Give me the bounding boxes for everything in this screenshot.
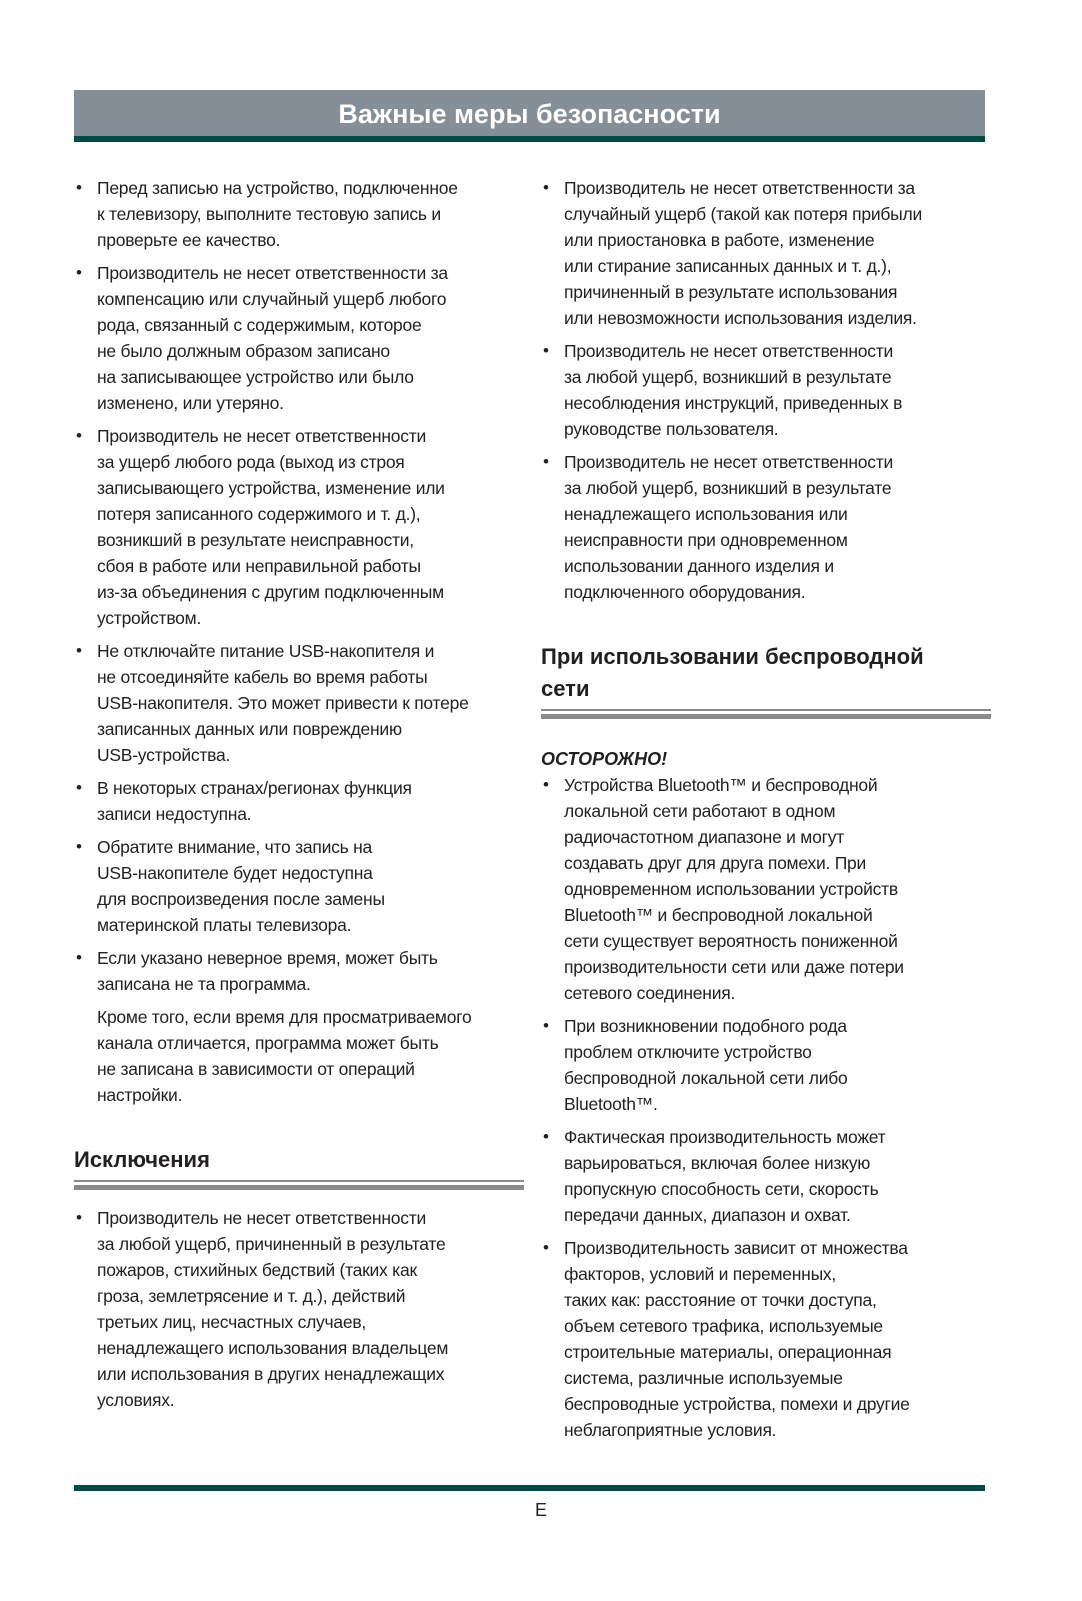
- text-line: записана не та программа.: [97, 974, 311, 994]
- text-line: Производитель не несет ответственности: [564, 341, 894, 361]
- text-line: Производитель не несет ответственности: [564, 452, 894, 472]
- text-line: одновременном использовании устройств: [564, 879, 898, 899]
- bullet-icon: •: [76, 837, 82, 856]
- text-line: система, различные используемые: [564, 1368, 843, 1388]
- page-title: Важные меры безопасности: [338, 99, 721, 129]
- bullet-icon: •: [76, 178, 82, 197]
- text-line: Производитель не несет ответственности: [97, 1208, 427, 1228]
- wireless-list: [541, 772, 991, 1443]
- text-line: сети существует вероятность пониженной: [564, 931, 898, 951]
- bullet-icon: •: [76, 778, 82, 797]
- text-line: радиочастотном диапазоне и могут: [564, 827, 844, 847]
- text-line: случайный ущерб (такой как потеря прибыли: [564, 204, 922, 224]
- text-line: сбоя в работе или неправильной работы: [97, 556, 421, 576]
- text-line: сетевого соединения.: [564, 983, 736, 1003]
- text-line: к телевизору, выполните тестовую запись и: [97, 204, 441, 224]
- note-paragraph: [74, 1004, 524, 1108]
- bullet-icon: •: [543, 452, 549, 471]
- list-item: [541, 175, 991, 331]
- text-line: условиях.: [97, 1390, 175, 1410]
- list-item: [541, 772, 991, 1006]
- text-line: создавать друг для друга помехи. При: [564, 853, 867, 873]
- text-line: Обратите внимание, что запись на: [97, 837, 372, 857]
- text-line: строительные материалы, операционная: [564, 1342, 892, 1362]
- section-divider: [541, 709, 991, 720]
- text-line: варьироваться, включая более низкую: [564, 1153, 871, 1173]
- text-line: Производитель не несет ответственности за: [564, 178, 915, 198]
- text-line: канала отличается, программа может быть: [97, 1033, 439, 1053]
- text-line: для воспроизведения после замены: [97, 889, 385, 909]
- list-item: [74, 1205, 524, 1413]
- text-line: записанных данных или повреждению: [97, 719, 402, 739]
- text-line: Производитель не несет ответственности: [97, 426, 427, 446]
- text-line: за любой ущерб, причиненный в результате: [97, 1234, 446, 1254]
- text-line: за любой ущерб, возникший в результате: [564, 478, 892, 498]
- text-line: неблагоприятные условия.: [564, 1420, 777, 1440]
- right-column: [541, 175, 991, 1450]
- list-item: [74, 775, 524, 827]
- text-line: или невозможности использования изделия.: [564, 308, 917, 328]
- bullet-icon: •: [543, 1127, 549, 1146]
- text-line: производительности сети или даже потери: [564, 957, 904, 977]
- text-line: В некоторых странах/регионах функция: [97, 778, 412, 798]
- text-line: третьих лиц, несчастных случаев,: [97, 1312, 367, 1332]
- text-line: USB-накопителя. Это может привести к потере: [97, 693, 469, 713]
- bullet-icon: •: [543, 178, 549, 197]
- text-line: факторов, условий и переменных,: [564, 1264, 837, 1284]
- text-line: возникший в результате неисправности,: [97, 530, 414, 550]
- bullet-icon: •: [76, 948, 82, 967]
- page-number: E: [534, 1500, 547, 1520]
- left-column: [74, 175, 524, 1420]
- text-line: или приостановка в работе, изменение: [564, 230, 875, 250]
- heading-line: сети: [541, 676, 590, 701]
- text-line: материнской платы телевизора.: [97, 915, 352, 935]
- text-line: подключенного оборудования.: [564, 582, 806, 602]
- footer-rule: [74, 1485, 985, 1491]
- bullet-icon: •: [543, 1016, 549, 1035]
- text-line: Не отключайте питание USB-накопителя и: [97, 641, 435, 661]
- text-line: не отсоединяйте кабель во время работы: [97, 667, 428, 687]
- list-item: [74, 260, 524, 416]
- text-line: USB-накопителе будет недоступна: [97, 863, 373, 883]
- text-line: Производительность зависит от множества: [564, 1238, 908, 1258]
- exclusions-section: [74, 1144, 524, 1413]
- text-line: использовании данного изделия и: [564, 556, 834, 576]
- text-line: на записывающее устройство или было: [97, 367, 414, 387]
- text-line: локальной сети работают в одном: [564, 801, 836, 821]
- text-line: записывающего устройства, изменение или: [97, 478, 445, 498]
- list-item: [541, 338, 991, 442]
- text-line: руководстве пользователя.: [564, 419, 779, 439]
- text-line: за любой ущерб, возникший в результате: [564, 367, 892, 387]
- caution-label: ОСТОРОЖНО!: [541, 749, 668, 769]
- text-line: проблем отключите устройство: [564, 1042, 812, 1062]
- bullet-icon: •: [543, 775, 549, 794]
- text-line: ненадлежащего использования или: [564, 504, 848, 524]
- list-item: [74, 638, 524, 768]
- list-item: [541, 449, 991, 605]
- text-line: Кроме того, если время для просматриваемого: [97, 1007, 472, 1027]
- list-item: [74, 175, 524, 253]
- text-line: гроза, землетрясение и т. д.), действий: [97, 1286, 406, 1306]
- text-line: рода, связанный с содержимым, которое: [97, 315, 422, 335]
- section-heading-exclusions: Исключения: [74, 1147, 210, 1172]
- text-line: Производитель не несет ответственности за: [97, 263, 448, 283]
- text-line: из-за объединения с другим подключенным: [97, 582, 444, 602]
- text-line: не было должным образом записано: [97, 341, 390, 361]
- safety-list-right: [541, 175, 991, 605]
- text-line: пропускную способность сети, скорость: [564, 1179, 879, 1199]
- text-line: При возникновении подобного рода: [564, 1016, 847, 1036]
- section-heading-wireless: [541, 641, 991, 705]
- bullet-icon: •: [76, 263, 82, 282]
- section-divider: [74, 1180, 524, 1191]
- text-line: беспроводные устройства, помехи и другие: [564, 1394, 910, 1414]
- list-item: [541, 1235, 991, 1443]
- text-line: устройством.: [97, 608, 202, 628]
- text-line: таких как: расстояние от точки доступа,: [564, 1290, 877, 1310]
- text-line: объем сетевого трафика, используемые: [564, 1316, 883, 1336]
- text-line: или использования в других ненадлежащих: [97, 1364, 445, 1384]
- text-line: USB-устройства.: [97, 745, 231, 765]
- text-line: за ущерб любого рода (выход из строя: [97, 452, 405, 472]
- text-line: Если указано неверное время, может быть: [97, 948, 438, 968]
- text-line: Bluetooth™.: [564, 1094, 658, 1114]
- text-line: беспроводной локальной сети либо: [564, 1068, 848, 1088]
- text-line: ненадлежащего использования владельцем: [97, 1338, 449, 1358]
- text-line: пожаров, стихийных бедствий (таких как: [97, 1260, 417, 1280]
- page-title-banner: [74, 90, 985, 142]
- text-line: Bluetooth™ и беспроводной локальной: [564, 905, 873, 925]
- bullet-icon: •: [543, 341, 549, 360]
- text-line: причиненный в результате использования: [564, 282, 898, 302]
- text-line: неисправности при одновременном: [564, 530, 848, 550]
- text-line: Устройства Bluetooth™ и беспроводной: [564, 775, 878, 795]
- bullet-icon: •: [543, 1238, 549, 1257]
- text-line: потеря записанного содержимого и т. д.),: [97, 504, 421, 524]
- list-item: [541, 1124, 991, 1228]
- text-line: настройки.: [97, 1085, 183, 1105]
- text-line: не записана в зависимости от операций: [97, 1059, 415, 1079]
- list-item: [541, 1013, 991, 1117]
- text-line: проверьте ее качество.: [97, 230, 281, 250]
- text-line: записи недоступна.: [97, 804, 252, 824]
- exclusions-list: [74, 1205, 524, 1413]
- text-line: компенсацию или случайный ущерб любого: [97, 289, 447, 309]
- bullet-icon: •: [76, 641, 82, 660]
- wireless-section: [541, 641, 991, 1443]
- safety-list-left: [74, 175, 524, 997]
- bullet-icon: •: [76, 1208, 82, 1227]
- list-item: [74, 945, 524, 997]
- list-item: [74, 834, 524, 938]
- heading-line: При использовании беспроводной: [541, 644, 924, 669]
- text-line: или стирание записанных данных и т. д.),: [564, 256, 892, 276]
- text-line: несоблюдения инструкций, приведенных в: [564, 393, 903, 413]
- bullet-icon: •: [76, 426, 82, 445]
- text-line: передачи данных, диапазон и охват.: [564, 1205, 851, 1225]
- text-line: Фактическая производительность может: [564, 1127, 886, 1147]
- list-item: [74, 423, 524, 631]
- text-line: изменено, или утеряно.: [97, 393, 284, 413]
- text-line: Перед записью на устройство, подключенное: [97, 178, 458, 198]
